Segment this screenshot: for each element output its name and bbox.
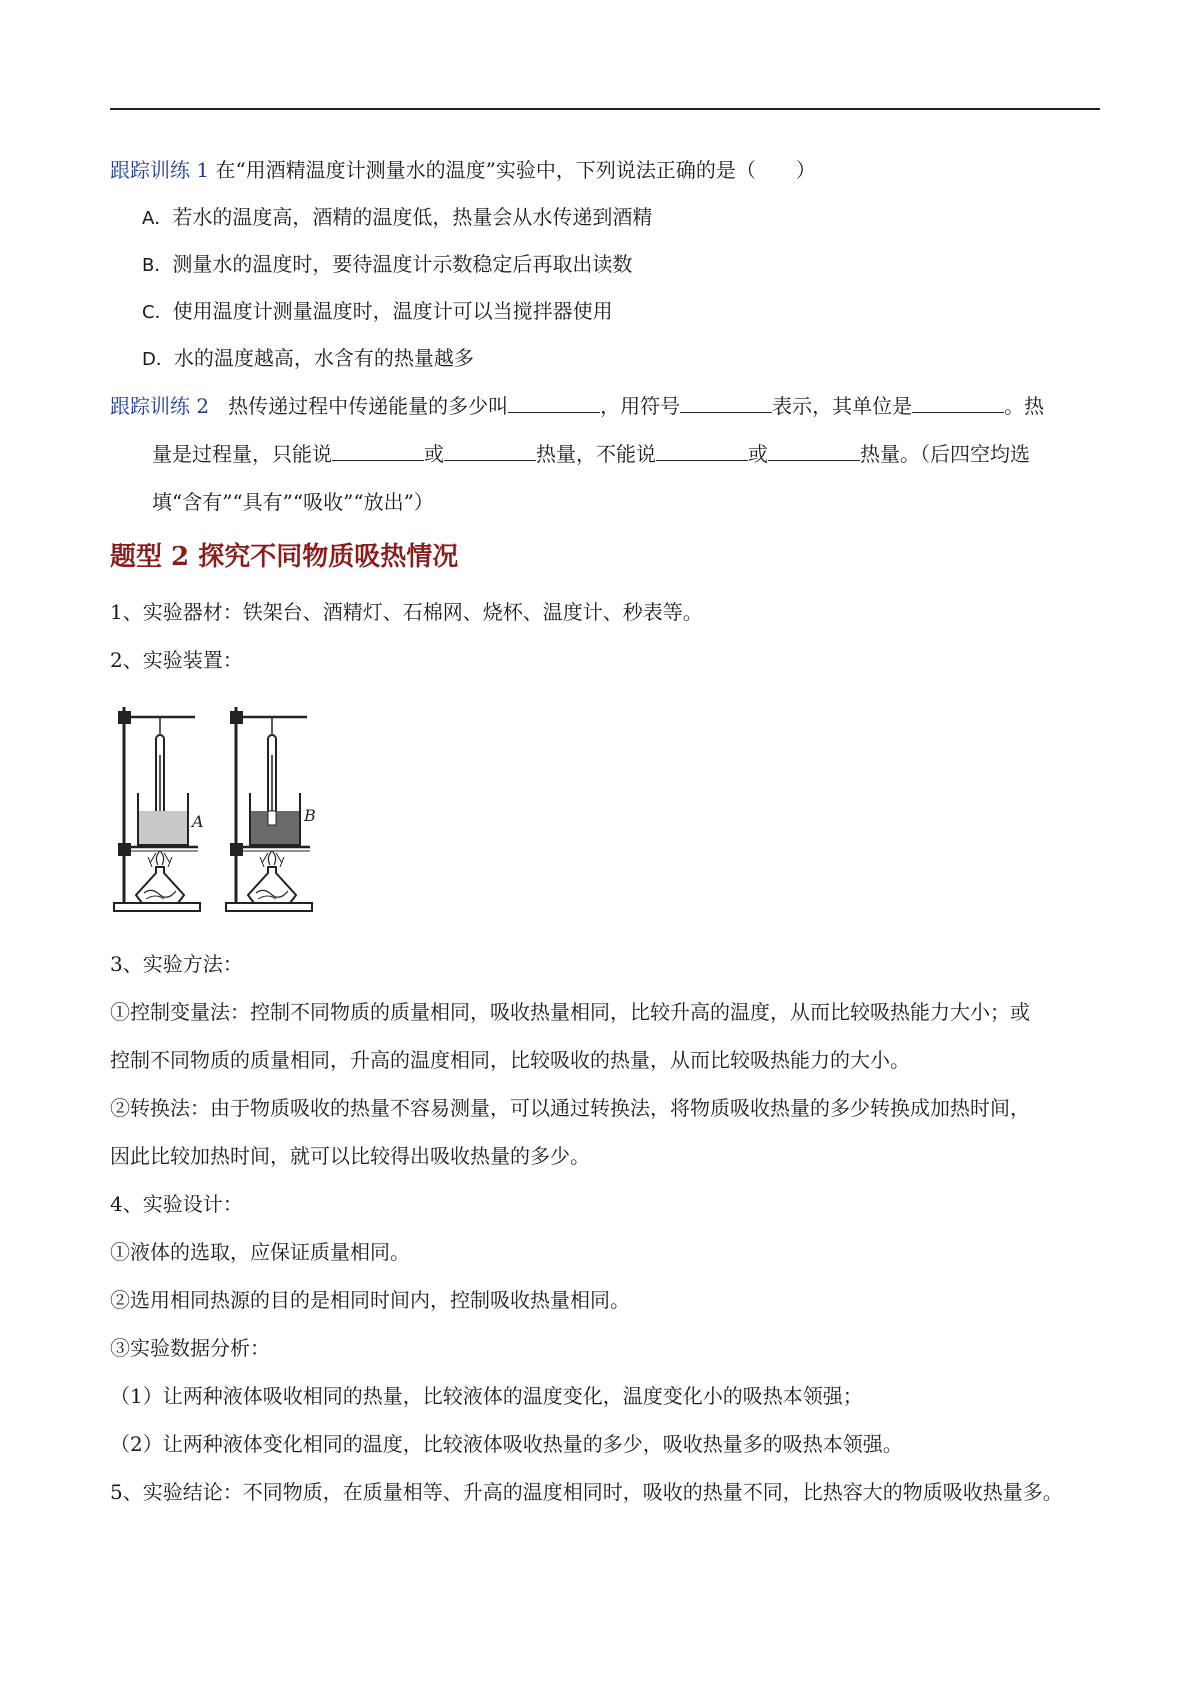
q2-line-2 xyxy=(152,440,1030,468)
q2-text: 热量。（后四空均选 xyxy=(860,442,1030,466)
design-2: ②选用相同热源的目的是相同时间内，控制吸收热量相同。 xyxy=(110,1288,630,1312)
label-b: B xyxy=(304,806,316,825)
answer-blank[interactable] xyxy=(680,392,772,413)
q1-stem-line xyxy=(110,156,816,184)
clamp xyxy=(119,712,130,723)
option-letter: C． xyxy=(142,302,173,323)
analysis-1: （1）让两种液体吸收相同的热量，比较液体的温度变化，温度变化小的吸热本领强； xyxy=(110,1384,863,1408)
q2-tag: 跟踪训练 2 xyxy=(110,394,210,418)
stand-base xyxy=(114,903,200,911)
flame xyxy=(268,851,275,865)
q2-text: 热量，不能说 xyxy=(536,442,656,466)
clamp xyxy=(231,712,242,723)
q2-text: 表示，其单位是 xyxy=(772,394,913,418)
answer-blank[interactable] xyxy=(508,392,600,413)
alcohol-lamp xyxy=(136,867,184,903)
design-3: ③实验数据分析： xyxy=(110,1336,270,1360)
option-letter: A． xyxy=(142,208,173,229)
answer-blank[interactable] xyxy=(768,440,860,461)
option-text: 水的温度越高，水含有的热量越多 xyxy=(173,346,474,370)
option-letter: B． xyxy=(142,255,173,276)
answer-blank[interactable] xyxy=(444,440,536,461)
method-2-line-1: ②转换法：由于物质吸收的热量不容易测量，可以通过转换法，将物质吸收热量的多少转换成加热时间， xyxy=(110,1096,1030,1120)
q2-line-3 xyxy=(152,488,434,516)
option-text: 测量水的温度时，要待温度计示数稳定后再取出读数 xyxy=(172,252,633,276)
method-1-line-1: ①控制变量法：控制不同物质的质量相同，吸收热量相同，比较升高的温度，从而比较吸热能力大小；或 xyxy=(110,1000,1030,1024)
q1-option-d xyxy=(142,344,474,374)
q2-text: 热传递过程中传递能量的多少叫 xyxy=(228,394,509,418)
step-5-conclusion: 5、实验结论：不同物质，在质量相等、升高的温度相同时，吸收的热量不同，比热容大的物质吸收热量多。 xyxy=(110,1480,1063,1504)
q2-text: 量是过程量，只能说 xyxy=(152,442,332,466)
apparatus-a xyxy=(114,707,200,911)
analysis-2: （2）让两种液体变化相同的温度，比较液体吸收热量的多少，吸收热量多的吸热本领强。 xyxy=(110,1432,903,1456)
q1-option-c xyxy=(142,297,613,327)
q1-tag: 跟踪训练 1 xyxy=(110,158,210,182)
method-2-line-2: 因此比较加热时间，就可以比较得出吸收热量的多少。 xyxy=(110,1144,590,1168)
option-text: 若水的温度高，酒精的温度低，热量会从水传递到酒精 xyxy=(172,205,653,229)
q2-text: 填“含有”“具有”“吸收”“放出”） xyxy=(152,490,434,514)
option-text: 使用温度计测量温度时，温度计可以当搅拌器使用 xyxy=(172,299,613,323)
flame xyxy=(156,851,163,865)
q1-option-a xyxy=(142,203,652,233)
liquid xyxy=(139,811,187,844)
header-rule xyxy=(110,108,1100,110)
step-1: 1、实验器材：铁架台、酒精灯、石棉网、烧杯、温度计、秒表等。 xyxy=(110,600,703,624)
step-2: 2、实验装置： xyxy=(110,648,243,672)
answer-blank[interactable] xyxy=(332,440,424,461)
q2-text: 或 xyxy=(748,442,768,466)
step-4: 4、实验设计： xyxy=(110,1192,243,1216)
stand-base xyxy=(226,903,312,911)
step-3: 3、实验方法： xyxy=(110,952,243,976)
option-letter: D． xyxy=(142,349,174,370)
section-heading: 题型 2 探究不同物质吸热情况 xyxy=(110,542,459,572)
q2-text: 。热 xyxy=(1004,394,1045,418)
method-1-line-2: 控制不同物质的质量相同，升高的温度相同，比较吸收的热量，从而比较吸热能力的大小。 xyxy=(110,1048,910,1072)
alcohol-lamp xyxy=(248,867,296,903)
answer-blank[interactable] xyxy=(912,392,1004,413)
q2-line-1 xyxy=(110,392,1044,420)
design-1: ①液体的选取，应保证质量相同。 xyxy=(110,1240,410,1264)
q1-stem: 在“用酒精温度计测量水的温度”实验中，下列说法正确的是（ ） xyxy=(215,158,816,182)
q2-text: ，用符号 xyxy=(600,394,681,418)
apparatus-b xyxy=(226,707,312,911)
q1-option-b xyxy=(142,250,632,280)
apparatus-figure xyxy=(110,695,332,917)
answer-blank[interactable] xyxy=(656,440,748,461)
label-a: A xyxy=(192,812,204,831)
q2-text: 或 xyxy=(424,442,444,466)
